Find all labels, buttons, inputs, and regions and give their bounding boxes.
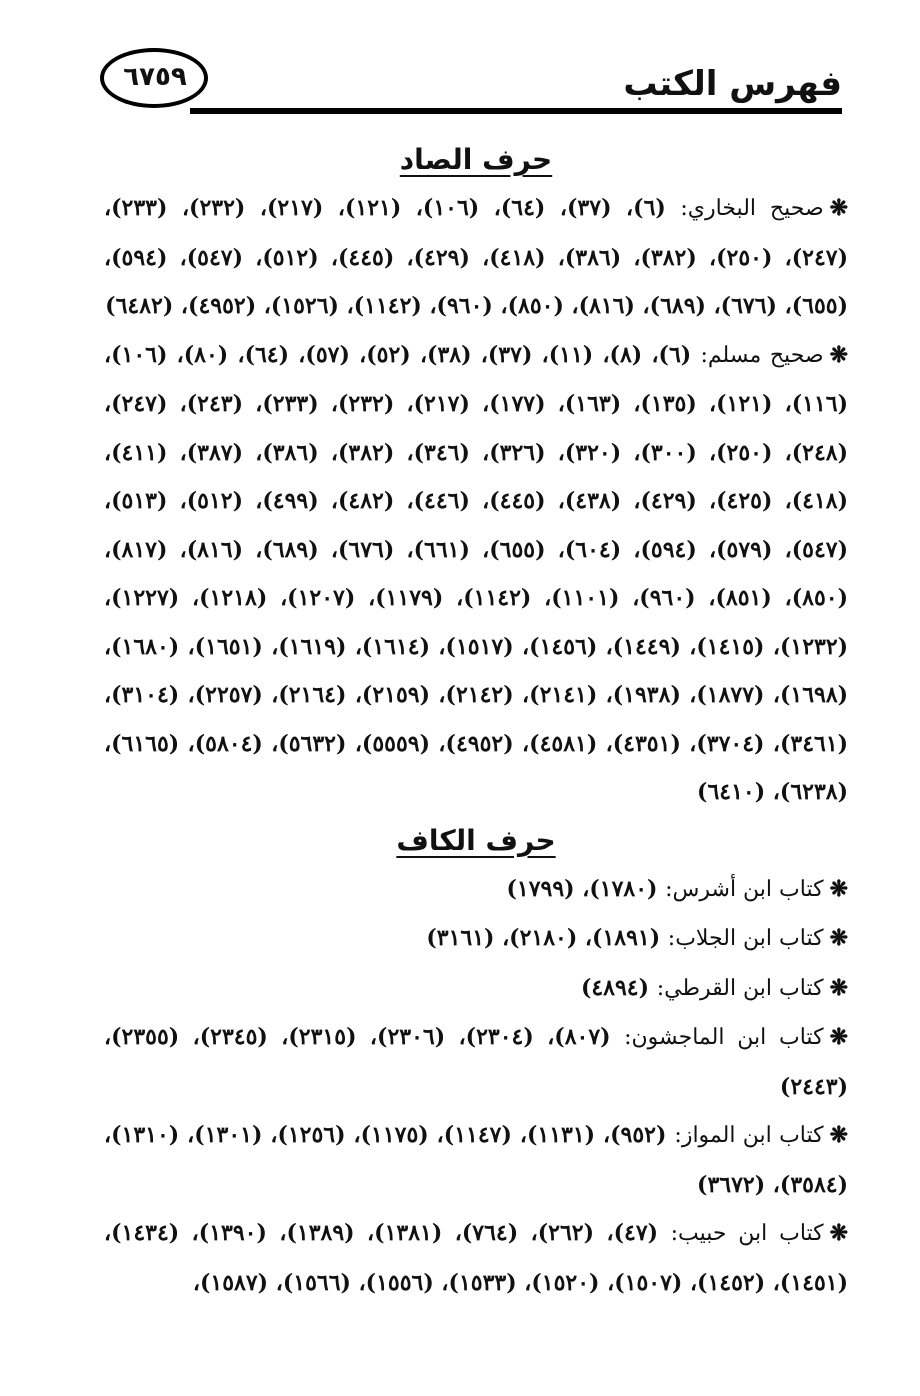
entry-refs: (٩٥٢)، (١١٣١)، (١١٤٧)، (١١٧٥)، (١٢٥٦)، (١٣٠١)، (١٣١٠)، (٣٥٨٤)، (٣٦٧٢) <box>104 1122 848 1198</box>
bullet-icon: ❋ <box>829 875 848 902</box>
entry-title: كتاب ابن أشرس: <box>665 876 824 902</box>
bullet-icon: ❋ <box>829 1220 849 1246</box>
entry-title: كتاب ابن القرطي: <box>656 975 824 1001</box>
index-entry <box>104 184 848 331</box>
running-title: فهرس الكتب <box>623 64 842 104</box>
index-entry <box>104 865 848 915</box>
entry-title: كتاب ابن الماجشون: <box>624 1025 824 1050</box>
index-entry <box>104 1111 848 1209</box>
entry-refs: (١٧٨٠)، (١٧٩٩) <box>506 875 658 902</box>
entry-refs: (٤٧)، (٢٦٢)، (٧٦٤)، (١٣٨١)، (١٣٨٩)، (١٣٩٠)، (١٤٣٤)، (١٤٥١)، (١٤٥٢)، (١٥٠٧)، (١٥٢٠)، (١٥٣٣)، (١٥٥٦)، (١٥٦٦)، (١٥٨٧)، <box>104 1220 848 1296</box>
bullet-icon: ❋ <box>829 1024 848 1050</box>
page-number: ٦٧٥٩ <box>123 62 187 92</box>
header-rule <box>190 108 842 114</box>
index-entry <box>104 914 848 964</box>
index-content <box>104 136 848 1307</box>
entry-refs: (٦)، (٨)، (١١)، (٣٧)، (٣٨)، (٥٢)، (٥٧)، (٦٤)، (٨٠)، (١٠٦)، (١١٦)، (١٢١)، (١٣٥)، (١٦٣)، (١٧٧)، (٢١٧)، (٢٣٢)، (٢٣٣)، (٢٤٣)، (٢٤٧)، (٢٤٨)، (٢٥٠)، (٣٠٠)، (٣٢٠)، (٣٢٦)، (٣٤٦)، (٣٨٢)، (٣٨٦)، (٣٨٧)، (٤١١)، (٤١٨)، (٤٢٥)، (٤٢٩)، (٤٣٨)، (٤٤٥)، (٤٤٦)، (٤٨٢)، (٤٩٩)، (٥١٢)، (٥١٣)، (٥٤٧)، (٥٧٩)، (٥٩٤)، (٦٠٤)، (٦٥٥)، (٦٦١)، (٦٧٦)، (٦٨٩)، (٨١٦)، (٨١٧)، (٨٥٠)، (٨٥١)، (٩٦٠)، (١١٠١)، (١١٤٢)، (١١٧٩)، (١٢٠٧)، (١٢١٨)، (١٢٢٧)، (١٢٣٢)، (١٤١٥)، (١٤٤٩)، (١٤٥٦)، (١٥١٧)، (١٦١٤)، (١٦١٩)، (١٦٥١)، (١٦٨٠)، (١٦٩٨)، (١٨٧٧)، (١٩٣٨)، (٢١٤١)، (٢١٤٢)، (٢١٥٩)، (٢١٦٤)، (٢٢٥٧)، (٣١٠٤)، (٣٤٦١)، (٣٧٠٤)، (٤٣٥١)، (٤٥٨١)، (٤٩٥٢)، (٥٥٥٩)، (٥٦٣٢)، (٥٨٠٤)، (٦١٦٥)، (٦٢٣٨)، (٦٤١٠) <box>104 341 849 805</box>
index-entry <box>104 1013 848 1111</box>
index-entry <box>104 1209 848 1307</box>
index-entry <box>104 331 848 817</box>
entry-refs: (٨٠٧)، (٢٣٠٤)، (٢٣٠٦)، (٢٣١٥)، (٢٣٤٥)، (٢٣٥٥)، (٢٤٤٣) <box>104 1024 848 1100</box>
section-heading-sad: حرف الصاد <box>399 143 553 176</box>
entry-title: صحيح مسلم: <box>700 342 824 368</box>
index-entry <box>104 964 848 1014</box>
entry-title: كتاب ابن المواز: <box>674 1123 824 1148</box>
bullet-icon: ❋ <box>829 974 848 1001</box>
entry-title: كتاب ابن حبيب: <box>670 1221 824 1246</box>
bullet-icon: ❋ <box>829 925 848 951</box>
entry-refs: (٤٨٩٤) <box>580 974 650 1001</box>
entry-title: كتاب ابن الجلاب: <box>667 926 824 951</box>
page-header <box>0 0 920 120</box>
bullet-icon: ❋ <box>829 195 849 221</box>
section-heading-kaf: حرف الكاف <box>396 823 556 857</box>
entry-refs: (١٨٩١)، (٢١٨٠)، (٣١٦١) <box>426 925 661 951</box>
entry-title: صحيح البخاري: <box>680 196 824 221</box>
bullet-icon: ❋ <box>829 1122 849 1148</box>
entry-refs: (٦)، (٣٧)، (٦٤)، (١٠٦)، (١٢١)، (٢١٧)، (٢٣٢)، (٢٣٣)، (٢٤٧)، (٢٥٠)، (٣٨٢)، (٣٨٦)، (٤١٨)، (٤٢٩)، (٤٤٥)، (٥١٢)، (٥٤٧)، (٥٩٤)، (٦٥٥)، (٦٧٦)، (٦٨٩)، (٨١٦)، (٨٥٠)، (٩٦٠)، (١١٤٢)، (١٥٢٦)، (٤٩٥٢)، (٦٤٨٢) <box>104 195 849 319</box>
bullet-icon: ❋ <box>829 341 849 368</box>
